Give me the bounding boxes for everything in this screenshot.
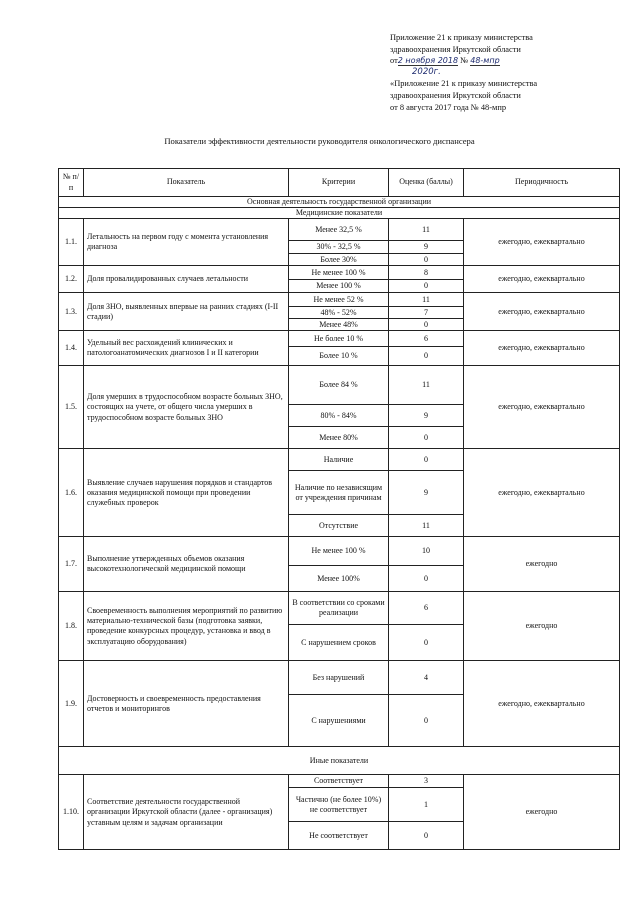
criterion-cell: Без нарушений	[289, 661, 389, 695]
indicator-text: Выполнение утвержденных объемов оказания высокотехнологической медицинской помощи	[84, 537, 289, 592]
order-annex-note	[390, 32, 620, 113]
row-number: 1.7.	[59, 537, 84, 592]
criterion-cell: 48% - 52%	[289, 307, 389, 319]
row-number: 1.6.	[59, 449, 84, 537]
period-cell: ежегодно, ежеквартально	[464, 266, 620, 293]
criterion-cell: Не соответствует	[289, 822, 389, 850]
indicator-text: Удельный вес расхождений клинических и патологоанатомических диагнозов I и II категории	[84, 331, 289, 366]
score-cell: 4	[389, 661, 464, 695]
section-other-indicators: Иные показатели	[59, 747, 620, 775]
header-period: Периодичность	[464, 169, 620, 197]
criterion-cell: Отсутствие	[289, 515, 389, 537]
score-cell: 11	[389, 515, 464, 537]
score-cell: 0	[389, 427, 464, 449]
score-cell: 0	[389, 280, 464, 293]
criterion-cell: С нарушениями	[289, 695, 389, 747]
table-header-row	[59, 169, 620, 197]
criterion-cell: Наличие	[289, 449, 389, 471]
criterion-cell: Соответствует	[289, 775, 389, 788]
criterion-cell: Не более 10 %	[289, 331, 389, 347]
score-cell: 9	[389, 405, 464, 427]
number-label: №	[460, 56, 469, 66]
score-cell: 10	[389, 537, 464, 566]
handwritten-year: 2020г.	[412, 66, 441, 77]
score-cell: 9	[389, 241, 464, 254]
period-cell: ежегодно, ежеквартально	[464, 366, 620, 449]
score-cell: 0	[389, 347, 464, 366]
score-cell: 7	[389, 307, 464, 319]
section-row-other	[59, 747, 620, 775]
score-cell: 11	[389, 293, 464, 307]
table-row	[59, 449, 620, 471]
header-criteria: Критерии	[289, 169, 389, 197]
criterion-cell: Более 30%	[289, 254, 389, 266]
score-cell: 6	[389, 331, 464, 347]
period-cell: ежегодно	[464, 775, 620, 850]
indicator-text: Доля ЗНО, выявленных впервые на ранних стадиях (I-II стадии)	[84, 293, 289, 331]
score-cell: 1	[389, 788, 464, 822]
handwritten-date: 2 ноября 2018	[397, 56, 459, 66]
period-cell: ежегодно, ежеквартально	[464, 331, 620, 366]
score-cell: 11	[389, 366, 464, 405]
annex-line-1: Приложение 21 к приказу министерства	[390, 33, 533, 42]
table-row	[59, 219, 620, 241]
score-cell: 0	[389, 625, 464, 661]
table-row	[59, 266, 620, 280]
period-cell: ежегодно, ежеквартально	[464, 449, 620, 537]
indicators-table	[58, 168, 620, 850]
table-row	[59, 331, 620, 347]
annex-line-2: здравоохранения Иркутской области	[390, 44, 521, 54]
criterion-cell: Менее 80%	[289, 427, 389, 449]
annex-line-6: от 8 августа 2017 года № 48-мпр	[390, 102, 507, 112]
section-row-main	[59, 197, 620, 208]
row-number: 1.8.	[59, 592, 84, 661]
criterion-cell: Частично (не более 10%) не соответствует	[289, 788, 389, 822]
annex-line-5: здравоохранения Иркутской области	[390, 90, 521, 100]
section-row-medical	[59, 208, 620, 219]
criterion-cell: В соответствии со сроками реализации	[289, 592, 389, 625]
table-row	[59, 592, 620, 625]
row-number: 1.3.	[59, 293, 84, 331]
score-cell: 0	[389, 449, 464, 471]
row-number: 1.1.	[59, 219, 84, 266]
annex-line-4: «Приложение 21 к приказу министерства	[390, 79, 538, 89]
criterion-cell: Более 10 %	[289, 347, 389, 366]
period-cell: ежегодно, ежеквартально	[464, 219, 620, 266]
score-cell: 0	[389, 319, 464, 331]
row-number: 1.10.	[59, 775, 84, 850]
criterion-cell: Не менее 100 %	[289, 537, 389, 566]
indicator-text: Своевременность выполнения мероприятий по развитию материально-технической базы (подготовка заявки, проведение конкурсных процедур, установка и ввод в эксплуатацию оборудования)	[84, 592, 289, 661]
criterion-cell: Менее 100%	[289, 566, 389, 592]
section-medical-indicators: Медицинские показатели	[59, 208, 620, 219]
period-cell: ежегодно, ежеквартально	[464, 293, 620, 331]
indicator-text: Доля провалидированных случаев летальности	[84, 266, 289, 293]
criterion-cell: 30% - 32,5 %	[289, 241, 389, 254]
table-row	[59, 661, 620, 695]
score-cell: 0	[389, 566, 464, 592]
criterion-cell: Менее 100 %	[289, 280, 389, 293]
header-num: № п/п	[59, 169, 84, 197]
indicator-text: Достоверность и своевременность предоставления отчетов и мониторингов	[84, 661, 289, 747]
criterion-cell: 80% - 84%	[289, 405, 389, 427]
criterion-cell: Не менее 52 %	[289, 293, 389, 307]
score-cell: 0	[389, 822, 464, 850]
indicator-text: Выявление случаев нарушения порядков и стандартов оказания медицинской помощи при проведении служебных проверок	[84, 449, 289, 537]
score-cell: 0	[389, 254, 464, 266]
row-number: 1.5.	[59, 366, 84, 449]
criterion-cell: Менее 32,5 %	[289, 219, 389, 241]
table-row	[59, 293, 620, 307]
score-cell: 8	[389, 266, 464, 280]
table-row	[59, 537, 620, 566]
header-indicator: Показатель	[84, 169, 289, 197]
handwritten-number: 48-мпр	[470, 56, 500, 66]
score-cell: 9	[389, 471, 464, 515]
table-row	[59, 366, 620, 405]
score-cell: 6	[389, 592, 464, 625]
criterion-cell: Менее 48%	[289, 319, 389, 331]
row-number: 1.2.	[59, 266, 84, 293]
from-label: от	[390, 56, 398, 66]
criterion-cell: Наличие по независящим от учреждения причинам	[289, 471, 389, 515]
document-title: Показатели эффективности деятельности руководителя онкологического диспансера	[164, 136, 475, 146]
criterion-cell: Не менее 100 %	[289, 266, 389, 280]
section-main-activity: Основная деятельность государственной организации	[59, 197, 620, 208]
row-number: 1.9.	[59, 661, 84, 747]
row-number: 1.4.	[59, 331, 84, 366]
period-cell: ежегодно, ежеквартально	[464, 661, 620, 747]
criterion-cell: Более 84 %	[289, 366, 389, 405]
score-cell: 11	[389, 219, 464, 241]
indicator-text: Летальность на первом году с момента установления диагноза	[84, 219, 289, 266]
header-score: Оценка (баллы)	[389, 169, 464, 197]
score-cell: 0	[389, 695, 464, 747]
period-cell: ежегодно	[464, 537, 620, 592]
annex-date-number-line	[390, 55, 620, 67]
table-row	[59, 775, 620, 788]
score-cell: 3	[389, 775, 464, 788]
period-cell: ежегодно	[464, 592, 620, 661]
criterion-cell: С нарушением сроков	[289, 625, 389, 661]
indicator-text: Соответствие деятельности государственной организации Иркутской области (далее - организация) уставным целям и задачам организации	[84, 775, 289, 850]
indicator-text: Доля умерших в трудоспособном возрасте больных ЗНО, состоящих на учете, от общего числа умерших в трудоспособном возрасте больных ЗНО	[84, 366, 289, 449]
